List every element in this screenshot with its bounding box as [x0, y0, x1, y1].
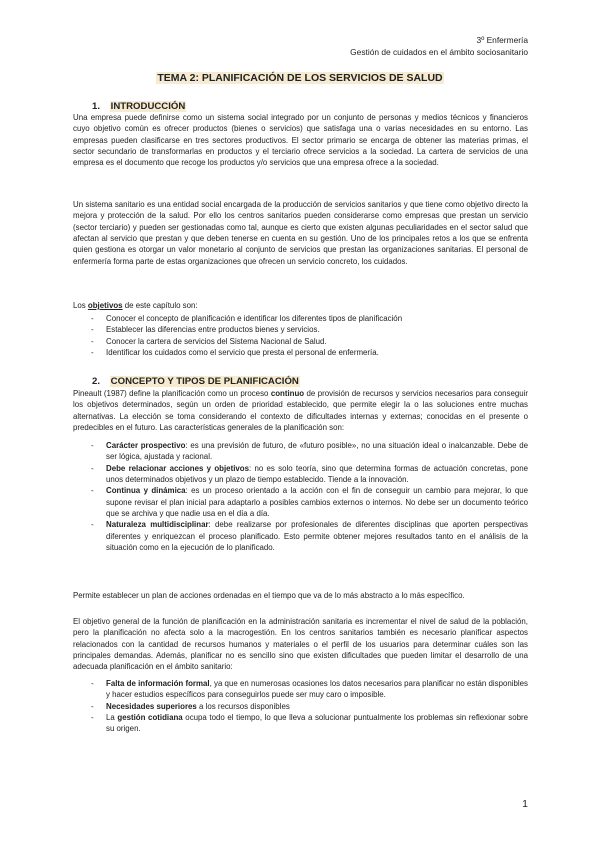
objectives-list: [73, 313, 528, 358]
header-course: 3º Enfermería: [476, 35, 528, 45]
page-header: [350, 34, 528, 59]
characteristics-list: [73, 440, 528, 553]
list-item: - Conocer la cartera de servicios del Sistema Nacional de Salud.: [73, 336, 528, 347]
list-item: - Identificar los cuidados como el servicio que presta el personal de enfermería.: [73, 347, 528, 358]
list-item: - Carácter prospectivo: es una previsión de futuro, de «futuro posible», no una situación ideal o inalcanzable. Debe de ser lógica, ajustada y racional.: [73, 440, 528, 463]
page-number: 1: [522, 798, 528, 810]
section-heading-introduction: 1. INTRODUCCIÓN: [92, 101, 186, 112]
objectives-intro: Los objetivos de este capítulo son:: [73, 301, 198, 310]
concept-paragraph-3: El objetivo general de la función de planificación en la administración sanitaria es incrementar el nivel de salud de la población, pero la planificación no afecta solo a la macrogestión. En los centros sanitarios también es necesario planificar aspectos relacionados con la cantidad de recursos humanos y materiales o el perfil de los usuarios para determinar cuáles son las principales demandas. Además, planificar no es sencillo sino que existen dificultades que pueden limitar el desarrollo de una adecuada planificación en el ámbito sanitario:: [73, 617, 528, 672]
header-subject: Gestión de cuidados en el ámbito sociosanitario: [350, 47, 528, 58]
document-title: TEMA 2: PLANIFICACIÓN DE LOS SERVICIOS DE SALUD: [157, 72, 443, 84]
list-item: - Necesidades superiores a los recursos disponibles: [73, 701, 528, 712]
section-heading-concept: 2. CONCEPTO Y TIPOS DE PLANIFICACIÓN: [92, 376, 299, 387]
intro-paragraph-2: Un sistema sanitario es una entidad social encargada de la producción de servicios sanitarios y que tiene como objetivo directo la mejora y protección de la salud. Por ello los centros sanitarios pueden considerarse como empresas que prestan un servicio (sector terciario) y pueden ser gestionadas como tal, aunque es cierto que existen algunas peculiaridades en el sector salud que afectan al servicio que prestan y que deben tenerse en cuenta en su gestión. Uno de los principales retos a los que se enfrenta quien gestiona es otorgar un valor monetario al conjunto de servicios que prestan las organizaciones sanitarias. El personal de enfermería forma parte de estas organizaciones que ofrecen un servicio concreto, los cuidados.: [73, 200, 528, 266]
list-item: - Falta de información formal, ya que en numerosas ocasiones los datos necesarios para planificar no están disponibles y hacer estudios específicos para conseguirlos puede ser muy caro o imposible.: [73, 678, 528, 701]
list-item: - Naturaleza multidisciplinar: debe realizarse por profesionales de diferentes disciplinas que aporten perspectivas diferentes y enriquezcan el proceso planificado. Esto permite obtener mejores resultados tanto en el análisis de la situación como en la ejecución de lo planificado.: [73, 519, 528, 553]
list-item: - Conocer el concepto de planificación e identificar los diferentes tipos de planificación: [73, 313, 528, 324]
objectives-keyword: objetivos: [87, 301, 123, 310]
list-item: - La gestión cotidiana ocupa todo el tiempo, lo que lleva a solucionar puntualmente los problemas sin reflexionar sobre su origen.: [73, 712, 528, 735]
list-item: - Debe relacionar acciones y objetivos: no es solo teoría, sino que determina formas de actuación concretas, pone unos determinados objetivos y un plazo de tiempo establecido. Tiende a la innovación.: [73, 463, 528, 486]
list-item: - Continua y dinámica: es un proceso orientado a la acción con el fin de conseguir un cambio para mejorar, lo que supone revisar el plan inicial para adaptarlo a posibles cambios externos o internos. No debe ser un documento teórico que se archiva y que nadie usa en el día a día.: [73, 485, 528, 519]
list-item: - Establecer las diferencias entre productos bienes y servicios.: [73, 324, 528, 335]
intro-paragraph-1: Una empresa puede definirse como un sistema social integrado por un conjunto de personas y medios técnicos y financieros cuyo objetivo común es ofrecer productos (bienes o servicios) que satisfaga una o varias necesidades en su entorno. Las empresas pueden clasificarse en tres sectores productivos. El sector primario se encarga de obtener las materias primas, el sector secundario de transformarlas en productos y el terciario ofrece servicios a la sociedad. La cartera de servicios de una empresa es el documento que recoge los productos y/o servicios que una empresa ofrece a la sociedad.: [73, 113, 528, 168]
concept-paragraph-2: Permite establecer un plan de acciones ordenadas en el tiempo que va de lo más abstracto a lo más específico.: [73, 591, 465, 600]
difficulties-list: [73, 678, 528, 735]
concept-paragraph-1: Pineault (1987) define la planificación como un proceso continuo de provisión de recursos y servicios necesarios para conseguir los objetivos determinados, según un orden de prioridad establecido, que permite elegir la o las soluciones entre muchas alternativas. La elección se toma considerando el contexto de dificultades internas y externas; conocidas en el presente o predecibles en el futuro. Las características generales de la planificación son:: [73, 389, 528, 433]
